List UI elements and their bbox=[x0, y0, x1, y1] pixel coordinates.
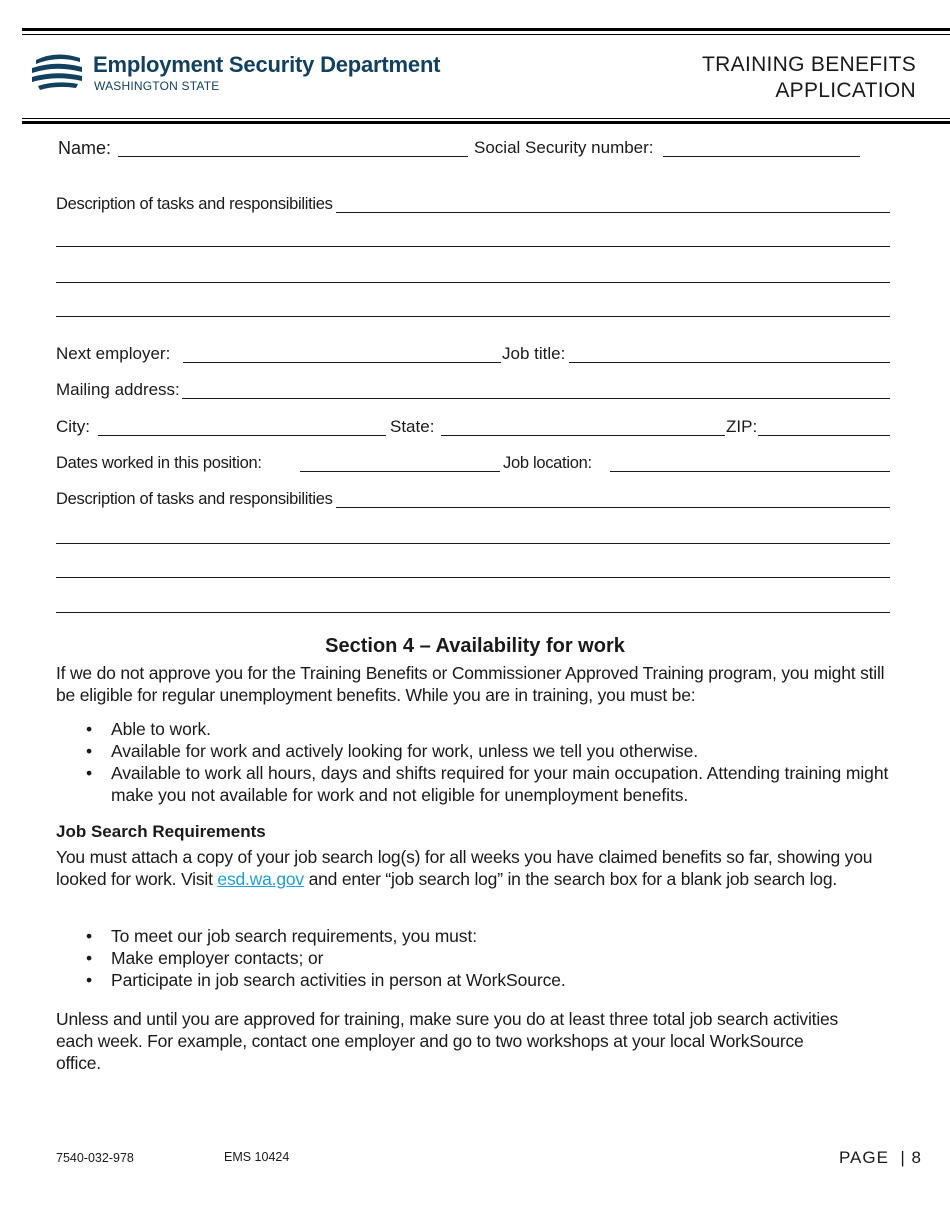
esd-website-link[interactable]: esd.wa.gov bbox=[217, 869, 304, 889]
description-2-field-line-2[interactable] bbox=[56, 543, 890, 544]
description-field-line-4[interactable] bbox=[56, 316, 890, 317]
page-indicator bbox=[839, 1148, 922, 1168]
job-search-text: You must attach a copy of your job search log(s) for all weeks you have claimed benefits so far, showing you looked for work. Visit esd.wa.gov and enter “job search log” in the search box for a blank job search log. bbox=[56, 847, 873, 889]
name-label: Name: bbox=[58, 138, 112, 158]
page-separator: | bbox=[894, 1148, 912, 1167]
form-number: 7540-032-978 bbox=[56, 1151, 134, 1165]
job-search-item: • Participate in job search activities in person at WorkSource. bbox=[86, 970, 566, 990]
availability-item: • Available to work all hours, days and shifts required for your main occupation. Attending training might make you not available for work and not eligible for unemployment benefits. bbox=[86, 763, 889, 805]
dates-worked-field-line[interactable] bbox=[300, 471, 500, 472]
document-title bbox=[702, 52, 916, 104]
esd-logo-icon bbox=[30, 52, 84, 92]
state-field-line[interactable] bbox=[441, 435, 725, 436]
ssn-label: Social Security number: bbox=[474, 138, 654, 157]
job-title-field-line[interactable] bbox=[569, 362, 890, 363]
zip-label: ZIP: bbox=[726, 417, 758, 436]
job-search-item: • To meet our job search requirements, you must: bbox=[86, 926, 477, 946]
city-label: City: bbox=[56, 417, 90, 436]
header-bottom-rule-thin bbox=[22, 118, 950, 119]
header-top-rule bbox=[22, 28, 950, 31]
page-label: PAGE bbox=[838, 1148, 889, 1167]
description-field-line-3[interactable] bbox=[56, 282, 890, 283]
state-label: State: bbox=[390, 417, 435, 436]
description-2-field-line-3[interactable] bbox=[56, 577, 890, 578]
document-title-line1: TRAINING BENEFITS bbox=[702, 53, 916, 76]
job-search-heading: Job Search Requirements bbox=[56, 822, 266, 841]
org-name: Employment Security Department bbox=[93, 52, 441, 77]
closing-paragraph: Unless and until you are approved for training, make sure you do at least three total job search activities each week. For example, contact one employer and go to two workshops at your local WorkSource office. bbox=[56, 1009, 839, 1073]
header-top-rule-thin bbox=[22, 34, 950, 35]
job-title-label: Job title: bbox=[502, 344, 566, 363]
job-location-field-line[interactable] bbox=[610, 471, 890, 472]
availability-item: • Able to work. bbox=[86, 719, 211, 739]
description-field-line-2[interactable] bbox=[56, 246, 890, 247]
zip-field-line[interactable] bbox=[758, 435, 890, 436]
esd-logo bbox=[30, 52, 84, 96]
job-location-label: Job location: bbox=[503, 454, 592, 472]
mailing-address-label: Mailing address: bbox=[56, 380, 180, 399]
description-label-1: Description of tasks and responsibilities bbox=[56, 194, 336, 214]
document-title-line2: APPLICATION bbox=[775, 79, 916, 102]
availability-item: • Available for work and actively looking for work, unless we tell you otherwise. bbox=[86, 741, 699, 761]
description-label-2: Description of tasks and responsibilities bbox=[56, 489, 336, 509]
ssn-field-line[interactable] bbox=[663, 156, 860, 157]
job-search-item: • Make employer contacts; or bbox=[86, 948, 324, 968]
availability-list bbox=[56, 718, 896, 806]
page-number: 8 bbox=[911, 1148, 922, 1167]
next-employer-label: Next employer: bbox=[56, 344, 171, 363]
dates-worked-label: Dates worked in this position: bbox=[56, 454, 262, 472]
city-field-line[interactable] bbox=[98, 435, 386, 436]
section-4-title: Section 4 – Availability for work bbox=[325, 635, 625, 657]
job-search-list bbox=[56, 925, 896, 991]
header-bottom-rule bbox=[22, 121, 950, 124]
ems-number: EMS 10424 bbox=[224, 1150, 290, 1164]
description-2-field-line-4[interactable] bbox=[56, 612, 890, 613]
name-field-line[interactable] bbox=[118, 156, 468, 157]
next-employer-field-line[interactable] bbox=[183, 362, 501, 363]
section-4-intro: If we do not approve you for the Training Benefits or Commissioner Approved Training program, you might still be eligible for regular unemployment benefits. While you are in training, you must be: bbox=[56, 663, 885, 705]
org-state: WASHINGTON STATE bbox=[94, 79, 220, 93]
